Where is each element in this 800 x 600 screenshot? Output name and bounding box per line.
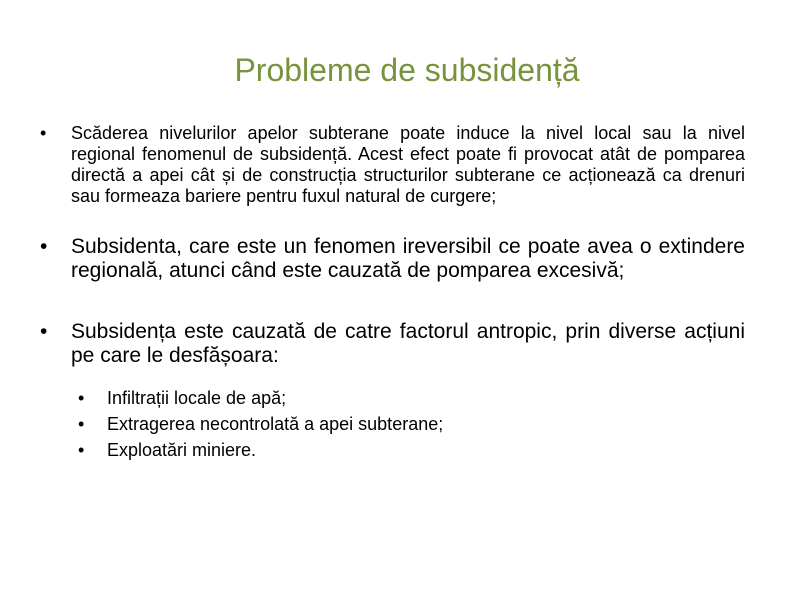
sub-bullet-text: Exploatări miniere. (107, 440, 257, 460)
bullet-item (40, 320, 745, 368)
bullet-icon: • (40, 320, 48, 343)
bullet-list (40, 123, 745, 462)
bullet-text: Scăderea nivelurilor apelor subterane poate induce la nivel local sau la nivel regional fenomenul de subsidență. Acest efect poate fi provocat atât de pomparea directă a apei cât și de construcția structurilor subterane ce acționează ca drenuri sau formeaza bariere pentru fuxul natural de curgere; (71, 123, 745, 206)
bullet-icon: • (78, 440, 85, 460)
bullet-text: Subsidența este cauzată de catre factorul antropic, prin diverse acțiuni pe care le desfășoara: (71, 320, 745, 367)
bullet-icon: • (78, 388, 85, 408)
sub-bullet-item (78, 438, 745, 462)
bullet-item (40, 235, 745, 283)
sub-bullet-item (78, 386, 745, 410)
sub-bullet-text: Extragerea necontrolată a apei subterane; (107, 414, 444, 434)
bullet-icon: • (40, 235, 48, 258)
bullet-item (40, 123, 745, 207)
sub-bullet-text: Infiltrații locale de apă; (107, 388, 287, 408)
bullet-icon: • (78, 414, 85, 434)
slide-title: Probleme de subsidență (234, 52, 580, 88)
bullet-text: Subsidenta, care este un fenomen ireversibil ce poate avea o extindere regională, atunci când este cauzată de pomparea excesivă; (71, 235, 745, 282)
sub-bullet-item (78, 412, 745, 436)
bullet-icon: • (40, 123, 47, 143)
